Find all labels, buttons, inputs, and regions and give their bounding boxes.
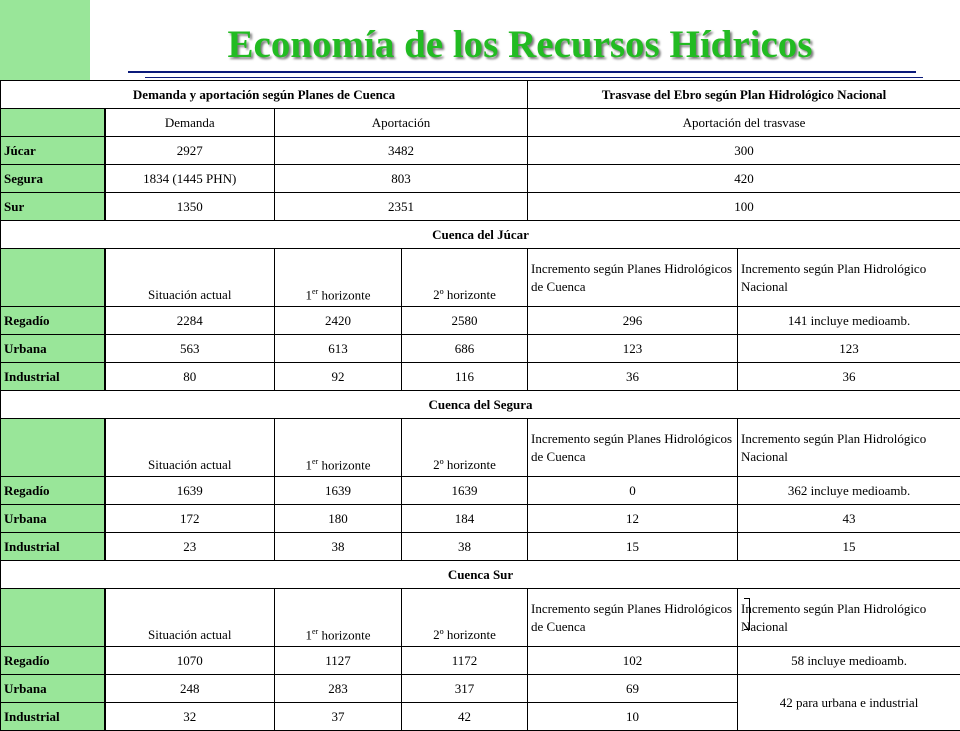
actual-value: 563 (105, 335, 275, 363)
col-incremento-planes: Incremento según Planes Hidrológicos de Cuenca (528, 249, 738, 307)
h2-value: 116 (402, 363, 528, 391)
inc-nacional-value: 141 incluye medioamb. (738, 307, 960, 335)
inc-planes-value: 296 (528, 307, 738, 335)
row-label: Júcar (1, 137, 105, 165)
h2-value: 38 (402, 533, 528, 561)
h2-value: 2580 (402, 307, 528, 335)
h2-value: 686 (402, 335, 528, 363)
h1-value: 613 (275, 335, 402, 363)
inc-planes-value: 10 (528, 703, 738, 731)
inc-planes-value: 36 (528, 363, 738, 391)
table-row (1, 137, 960, 165)
table-row (1, 477, 960, 505)
row-label: Industrial (1, 363, 105, 391)
actual-value: 1639 (105, 477, 275, 505)
h1-value: 38 (275, 533, 402, 561)
row-label: Industrial (1, 533, 105, 561)
trasvase-value: 100 (528, 193, 960, 221)
demanda-value: 2927 (105, 137, 275, 165)
table-row (1, 505, 960, 533)
inc-planes-value: 15 (528, 533, 738, 561)
title-underline-thin (145, 77, 923, 78)
col-2o-horizonte: 2º horizonte (402, 419, 528, 477)
row-label: Regadío (1, 307, 105, 335)
actual-value: 32 (105, 703, 275, 731)
basin-title: Cuenca del Júcar (1, 221, 960, 249)
actual-value: 1070 (105, 647, 275, 675)
label-cell-empty (1, 249, 105, 307)
row-label: Urbana (1, 675, 105, 703)
section1-header-row (1, 81, 960, 109)
basin-title: Cuenca Sur (1, 561, 960, 589)
table-row (1, 193, 960, 221)
row-label: Regadío (1, 647, 105, 675)
table-row (1, 363, 960, 391)
h1-value: 2420 (275, 307, 402, 335)
row-label: Urbana (1, 505, 105, 533)
title-underline (128, 71, 916, 73)
actual-value: 80 (105, 363, 275, 391)
inc-planes-value: 0 (528, 477, 738, 505)
h2-value: 1639 (402, 477, 528, 505)
actual-value: 23 (105, 533, 275, 561)
h2-value: 42 (402, 703, 528, 731)
page-title: Economía de los Recursos Hídricos (90, 22, 950, 67)
basin-title-row (1, 391, 960, 419)
inc-nacional-value: 15 (738, 533, 960, 561)
inc-nacional-merged-value: 42 para urbana e industrial (738, 675, 960, 731)
inc-nacional-value: 362 incluye medioamb. (738, 477, 960, 505)
col-2o-horizonte: 2º horizonte (402, 589, 528, 647)
label-cell-empty (1, 419, 105, 477)
col-situacion-actual: Situación actual (105, 419, 275, 477)
inc-nacional-value: 58 incluye medioamb. (738, 647, 960, 675)
label-cell-empty (1, 589, 105, 647)
section1-colhead-row (1, 109, 960, 137)
trasvase-value: 300 (528, 137, 960, 165)
col-incremento-planes: Incremento según Planes Hidrológicos de Cuenca (528, 589, 738, 647)
h1-value: 283 (275, 675, 402, 703)
trasvase-value: 420 (528, 165, 960, 193)
aportacion-value: 3482 (275, 137, 528, 165)
col-situacion-actual: Situación actual (105, 589, 275, 647)
h2-value: 184 (402, 505, 528, 533)
table-row (1, 307, 960, 335)
inc-nacional-value: 43 (738, 505, 960, 533)
transfer-header: Trasvase del Ebro según Plan Hidrológico Nacional (528, 81, 960, 109)
col-situacion-actual: Situación actual (105, 249, 275, 307)
row-label: Industrial (1, 703, 105, 731)
table-row (1, 533, 960, 561)
inc-planes-value: 69 (528, 675, 738, 703)
basin-title: Cuenca del Segura (1, 391, 960, 419)
basin-colhead-row (1, 419, 960, 477)
row-label: Sur (1, 193, 105, 221)
basin-colhead-row (1, 249, 960, 307)
col-incremento-planes: Incremento según Planes Hidrológicos de Cuenca (528, 419, 738, 477)
col-incremento-nacional: Incremento según Plan Hidrológico Nacional (738, 589, 960, 647)
row-label: Regadío (1, 477, 105, 505)
col-2o-horizonte: 2º horizonte (402, 249, 528, 307)
col-1er-horizonte: 1er horizonte (275, 249, 402, 307)
demanda-value: 1834 (1445 PHN) (105, 165, 275, 193)
table-row (1, 675, 960, 703)
h1-value: 1639 (275, 477, 402, 505)
col-incremento-nacional: Incremento según Plan Hidrológico Nacional (738, 249, 960, 307)
table-row (1, 165, 960, 193)
table-row (1, 335, 960, 363)
basin-title-row (1, 561, 960, 589)
water-resources-table (0, 80, 960, 731)
row-label: Urbana (1, 335, 105, 363)
aportacion-value: 2351 (275, 193, 528, 221)
inc-planes-value: 123 (528, 335, 738, 363)
actual-value: 172 (105, 505, 275, 533)
col-incremento-nacional: Incremento según Plan Hidrológico Nacional (738, 419, 960, 477)
inc-nacional-value: 36 (738, 363, 960, 391)
col-aportacion: Aportación (275, 109, 528, 137)
col-1er-horizonte: 1er horizonte (275, 589, 402, 647)
actual-value: 248 (105, 675, 275, 703)
h1-value: 180 (275, 505, 402, 533)
col-1er-horizonte: 1er horizonte (275, 419, 402, 477)
h1-value: 1127 (275, 647, 402, 675)
inc-planes-value: 102 (528, 647, 738, 675)
h1-value: 92 (275, 363, 402, 391)
h2-value: 1172 (402, 647, 528, 675)
bracket-mark (744, 598, 750, 630)
actual-value: 2284 (105, 307, 275, 335)
row-label: Segura (1, 165, 105, 193)
col-demanda: Demanda (105, 109, 275, 137)
demand-header: Demanda y aportación según Planes de Cuenca (1, 81, 528, 109)
demanda-value: 1350 (105, 193, 275, 221)
h2-value: 317 (402, 675, 528, 703)
inc-nacional-value: 123 (738, 335, 960, 363)
basin-title-row (1, 221, 960, 249)
table-row (1, 647, 960, 675)
inc-planes-value: 12 (528, 505, 738, 533)
col-trasvase: Aportación del trasvase (528, 109, 960, 137)
h1-value: 37 (275, 703, 402, 731)
basin-colhead-row (1, 589, 960, 647)
aportacion-value: 803 (275, 165, 528, 193)
label-cell-empty (1, 109, 105, 137)
